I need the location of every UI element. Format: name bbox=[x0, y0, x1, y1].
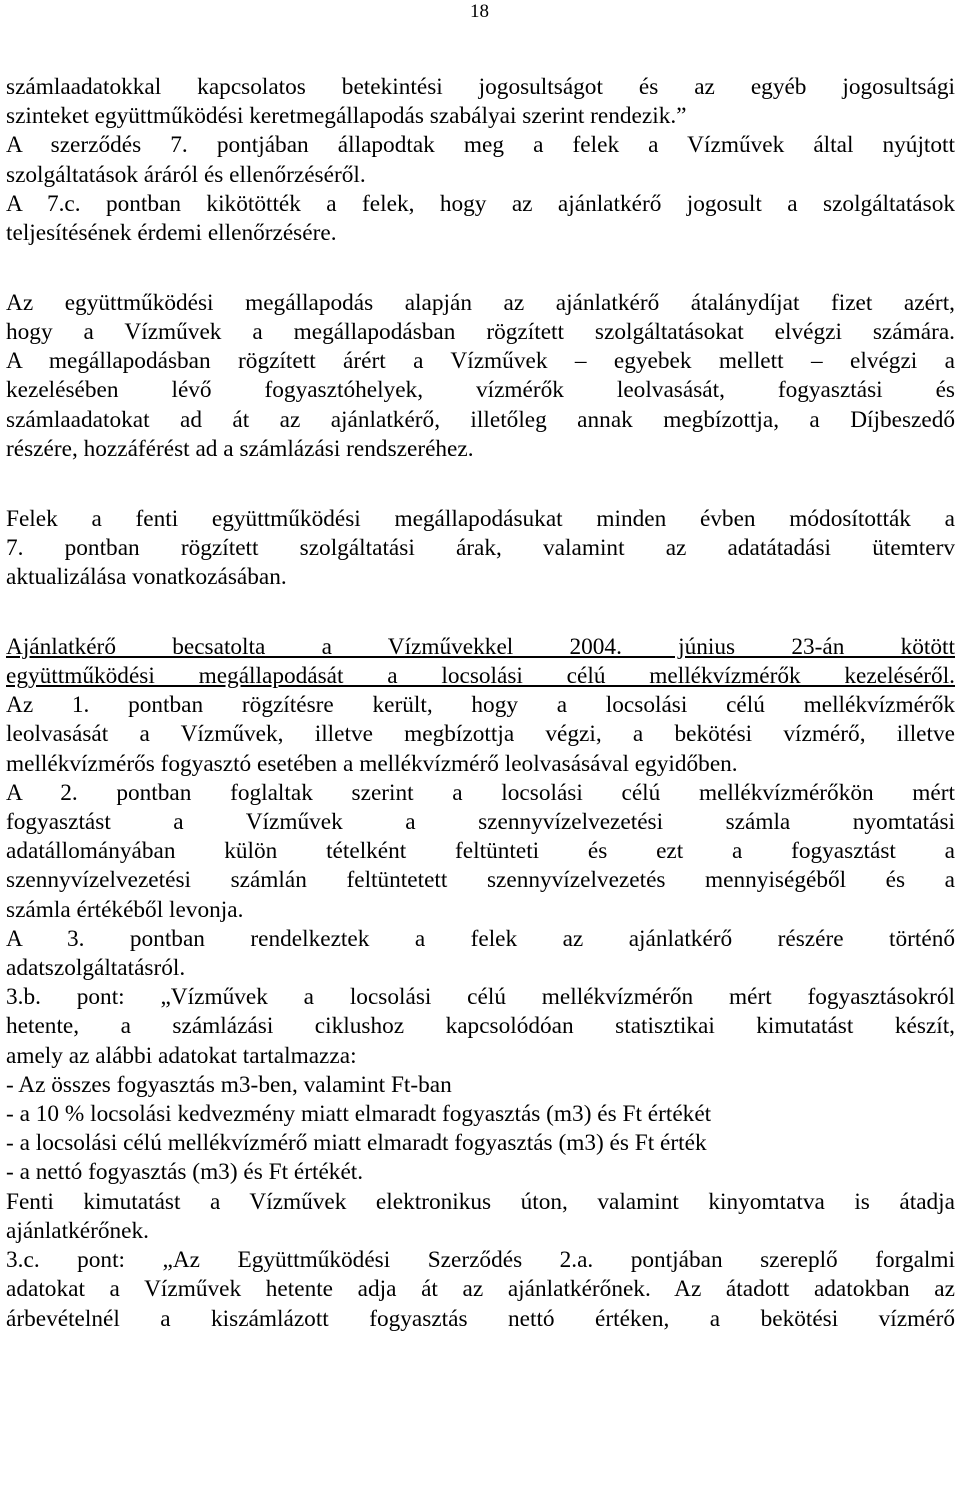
document-body bbox=[6, 73, 955, 1334]
text-line: hogy a Vízművek a megállapodásban rögzített szolgáltatásokat elvégzi számára. bbox=[6, 319, 955, 346]
text-line: Felek a fenti együttműködési megállapodásukat minden évben módosították a bbox=[6, 505, 955, 532]
text-line: Az 1. pontban rögzítésre került, hogy a locsolási célú mellékvízmérők bbox=[6, 692, 955, 719]
text-line: hetente, a számlázási ciklushoz kapcsolódóan statisztikai kimutatást készít, bbox=[6, 1013, 955, 1040]
paragraph-gap bbox=[6, 248, 955, 289]
underlined-text-line: együttműködési megállapodását a locsolási célú mellékvízmérők kezeléséről. bbox=[6, 663, 955, 690]
text-line: fogyasztást a Vízművek a szennyvízelvezetési számla nyomtatási bbox=[6, 809, 955, 836]
paragraph bbox=[6, 633, 955, 1334]
text-line: számlaadatokat ad át az ajánlatkérő, illetőleg annak megbízottja, a Díjbeszedő bbox=[6, 406, 955, 433]
text-line: számlaadatokkal kapcsolatos betekintési jogosultságot és az egyéb jogosultsági bbox=[6, 74, 955, 100]
text-line: adatállományában külön tételként feltünteti és ezt a fogyasztást a bbox=[6, 838, 955, 865]
text-line: A 2. pontban foglaltak szerint a locsolási célú mellékvízmérőkön mért bbox=[6, 779, 955, 806]
text-line: mellékvízmérős fogyasztó esetében a mellékvízmérő leolvasásával egyidőben. bbox=[6, 750, 738, 777]
text-line: A 7.c. pontban kikötötték a felek, hogy az ajánlatkérő jogosult a szolgáltatások bbox=[6, 190, 955, 217]
text-line: adatokat a Vízművek hetente adja át az ajánlatkérőnek. Az átadott adatokban az bbox=[6, 1276, 955, 1303]
paragraph-gap bbox=[6, 464, 955, 505]
page-number: 18 bbox=[470, 1, 489, 22]
text-line: A szerződés 7. pontjában állapodtak meg a felek a Vízművek által nyújtott bbox=[6, 132, 955, 159]
paragraph-gap bbox=[6, 592, 955, 633]
text-line: Fenti kimutatást a Vízművek elektronikus úton, valamint kinyomtatva is átadja bbox=[6, 1188, 955, 1215]
text-line: 3.b. pont: „Vízművek a locsolási célú mellékvízmérőn mért fogyasztásokról bbox=[6, 984, 955, 1011]
text-line: kezelésében lévő fogyasztóhelyek, vízmérők leolvasását, fogyasztási és bbox=[6, 377, 955, 404]
underlined-text-line: Ajánlatkérő becsatolta a Vízművekkel 2004. június 23-án kötött bbox=[6, 633, 955, 660]
text-line: számla értékéből levonja. bbox=[6, 896, 244, 923]
text-line: - Az összes fogyasztás m3-ben, valamint Ft-ban bbox=[6, 1071, 452, 1098]
text-line: 7. pontban rögzített szolgáltatási árak, valamint az adatátadási ütemterv bbox=[6, 534, 955, 561]
text-line: A megállapodásban rögzített árért a Vízművek – egyebek mellett – elvégzi a bbox=[6, 348, 955, 375]
text-line: - a locsolási célú mellékvízmérő miatt elmaradt fogyasztás (m3) és Ft érték bbox=[6, 1130, 707, 1157]
text-line: szinteket együttműködési keretmegállapodás szabályai szerint rendezik.” bbox=[6, 103, 687, 130]
paragraph bbox=[6, 73, 955, 248]
text-line: amely az alábbi adatokat tartalmazza: bbox=[6, 1042, 357, 1069]
paragraph bbox=[6, 505, 955, 593]
text-line: ajánlatkérőnek. bbox=[6, 1217, 149, 1244]
text-line: A 3. pontban rendelkeztek a felek az ajánlatkérő részére történő bbox=[6, 925, 955, 952]
text-line: - a nettó fogyasztás (m3) és Ft értékét. bbox=[6, 1159, 364, 1186]
text-line: részére, hozzáférést ad a számlázási rendszeréhez. bbox=[6, 435, 474, 462]
text-line: leolvasását a Vízművek, illetve megbízottja végzi, a bekötési vízmérő, illetve bbox=[6, 721, 955, 748]
text-line: szennyvízelvezetési számlán feltüntetett szennyvízelvezetés mennyiségéből és a bbox=[6, 867, 955, 894]
text-line: 3.c. pont: „Az Együttműködési Szerződés 2.a. pontjában szereplő forgalmi bbox=[6, 1247, 955, 1274]
text-line: szolgáltatások áráról és ellenőrzéséről. bbox=[6, 161, 366, 188]
text-line: teljesítésének érdemi ellenőrzésére. bbox=[6, 220, 337, 247]
text-line: - a 10 % locsolási kedvezmény miatt elmaradt fogyasztás (m3) és Ft értékét bbox=[6, 1101, 712, 1128]
text-line: adatszolgáltatásról. bbox=[6, 955, 186, 982]
paragraph bbox=[6, 289, 955, 464]
text-line: aktualizálása vonatkozásában. bbox=[6, 564, 287, 591]
text-line: árbevételnél a kiszámlázott fogyasztás nettó értéken, a bekötési vízmérő bbox=[6, 1305, 955, 1332]
text-line: Az együttműködési megállapodás alapján az ajánlatkérő átalánydíjat fizet azért, bbox=[6, 289, 955, 316]
